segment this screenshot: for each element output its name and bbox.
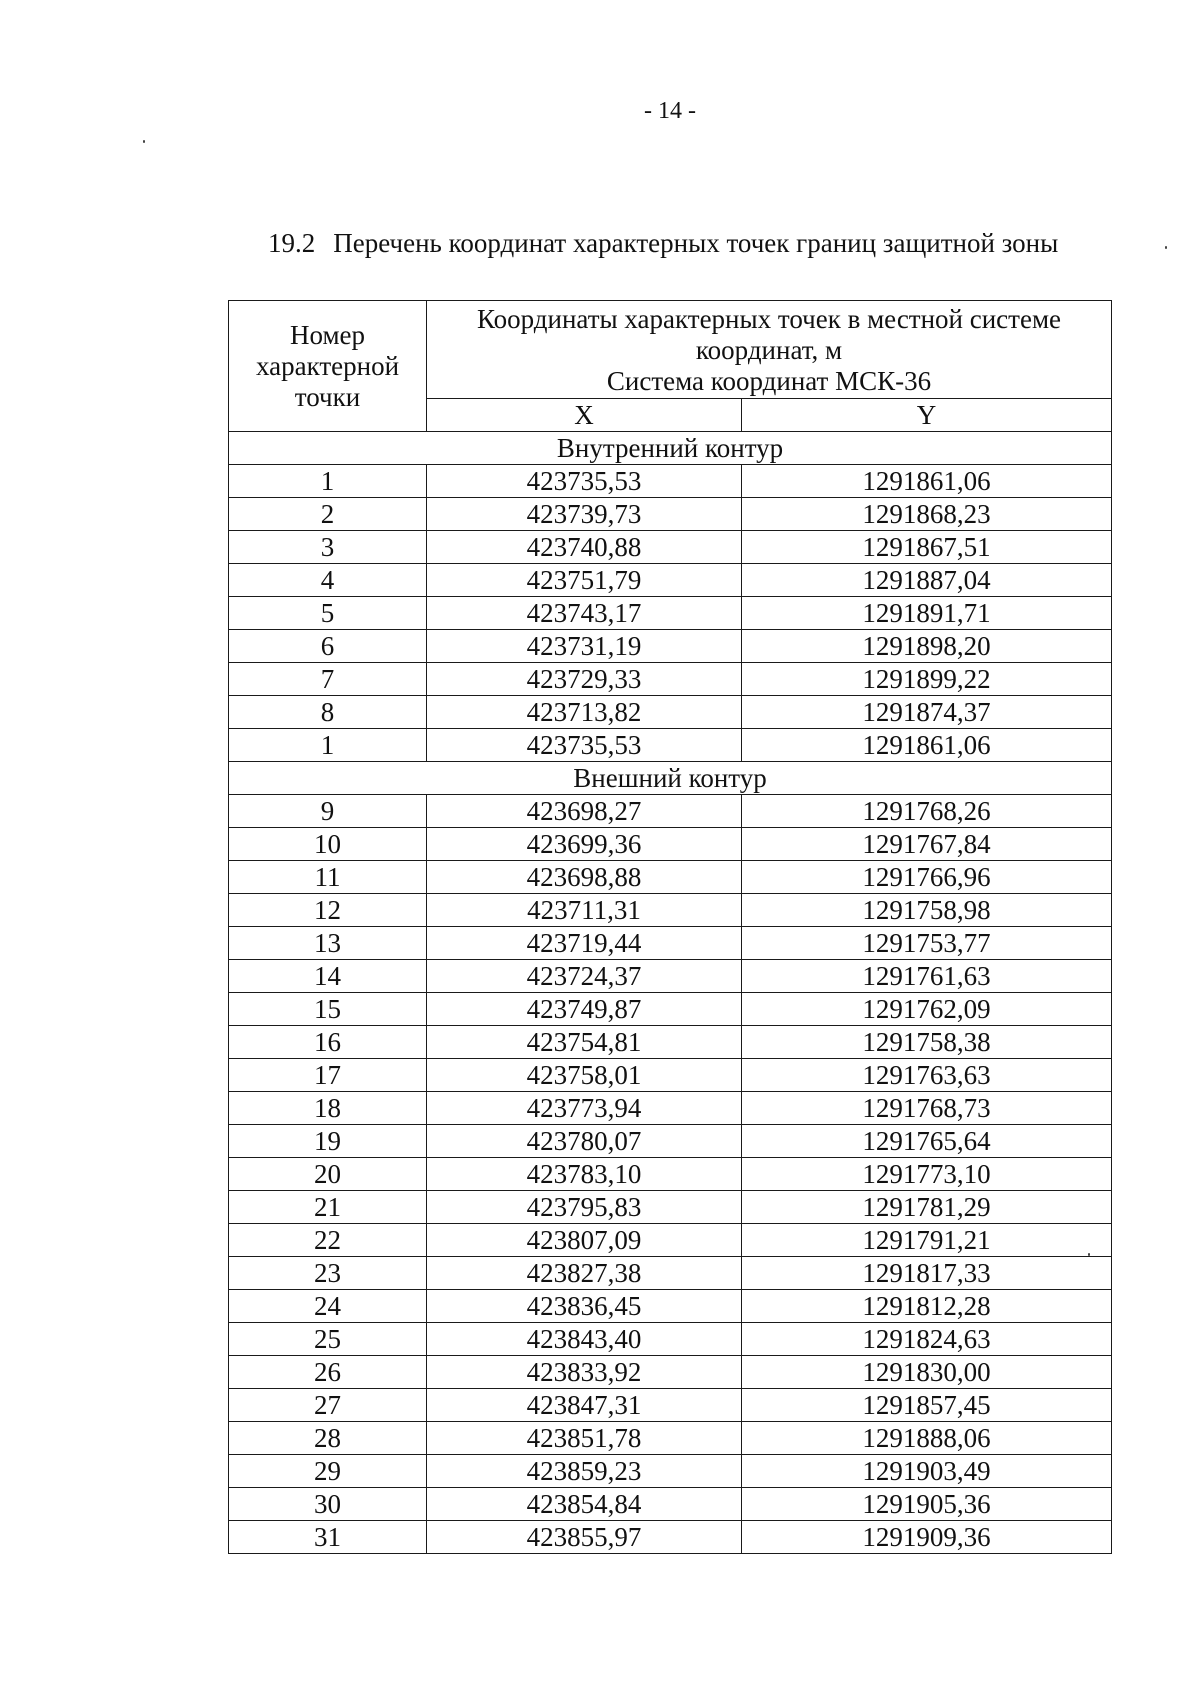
- point-number-cell: 26: [229, 1356, 427, 1389]
- y-coordinate-cell: 1291888,06: [742, 1422, 1112, 1455]
- x-coordinate-cell: 423724,37: [427, 960, 742, 993]
- y-coordinate-cell: 1291753,77: [742, 927, 1112, 960]
- x-coordinate-cell: 423711,31: [427, 894, 742, 927]
- point-number-cell: 6: [229, 630, 427, 663]
- table-row: [229, 696, 1112, 729]
- table-row: [229, 1092, 1112, 1125]
- x-coordinate-cell: 423854,84: [427, 1488, 742, 1521]
- point-number-cell: 2: [229, 498, 427, 531]
- y-coordinate-cell: 1291887,04: [742, 564, 1112, 597]
- x-coordinate-cell: 423713,82: [427, 696, 742, 729]
- y-coordinate-cell: 1291766,96: [742, 861, 1112, 894]
- y-coordinate-cell: 1291824,63: [742, 1323, 1112, 1356]
- y-coordinate-cell: 1291903,49: [742, 1455, 1112, 1488]
- x-coordinate-cell: 423783,10: [427, 1158, 742, 1191]
- table-row: [229, 1455, 1112, 1488]
- x-coordinate-cell: 423807,09: [427, 1224, 742, 1257]
- x-coordinate-cell: 423743,17: [427, 597, 742, 630]
- group-label: Внутренний контур: [229, 432, 1112, 465]
- table-row: [229, 597, 1112, 630]
- x-coordinate-cell: 423836,45: [427, 1290, 742, 1323]
- y-coordinate-cell: 1291867,51: [742, 531, 1112, 564]
- table-row: [229, 1158, 1112, 1191]
- point-number-cell: 22: [229, 1224, 427, 1257]
- table-row: [229, 1059, 1112, 1092]
- x-coordinate-cell: 423827,38: [427, 1257, 742, 1290]
- table-row: [229, 1191, 1112, 1224]
- table-body: [229, 432, 1112, 1554]
- table-row: [229, 993, 1112, 1026]
- y-coordinate-cell: 1291817,33: [742, 1257, 1112, 1290]
- y-coordinate-cell: 1291899,22: [742, 663, 1112, 696]
- point-number-cell: 7: [229, 663, 427, 696]
- y-column-header: Y: [742, 399, 1112, 432]
- point-number-header: Номер характерной точки: [229, 301, 427, 432]
- point-number-cell: 19: [229, 1125, 427, 1158]
- x-coordinate-cell: 423795,83: [427, 1191, 742, 1224]
- point-number-cell: 25: [229, 1323, 427, 1356]
- table-row: [229, 960, 1112, 993]
- table-row: [229, 1224, 1112, 1257]
- y-coordinate-cell: 1291758,38: [742, 1026, 1112, 1059]
- x-coordinate-cell: 423719,44: [427, 927, 742, 960]
- x-coordinate-cell: 423773,94: [427, 1092, 742, 1125]
- table-row: [229, 663, 1112, 696]
- point-number-cell: 1: [229, 465, 427, 498]
- point-number-cell: 12: [229, 894, 427, 927]
- point-number-cell: 31: [229, 1521, 427, 1554]
- y-coordinate-cell: 1291874,37: [742, 696, 1112, 729]
- y-coordinate-cell: 1291765,64: [742, 1125, 1112, 1158]
- point-number-cell: 21: [229, 1191, 427, 1224]
- x-coordinate-cell: 423698,88: [427, 861, 742, 894]
- x-coordinate-cell: 423833,92: [427, 1356, 742, 1389]
- y-coordinate-cell: 1291762,09: [742, 993, 1112, 1026]
- point-number-cell: 4: [229, 564, 427, 597]
- point-number-cell: 16: [229, 1026, 427, 1059]
- y-coordinate-cell: 1291868,23: [742, 498, 1112, 531]
- section-title-text: Перечень координат характерных точек границ защитной зоны: [333, 228, 1059, 258]
- table-row: [229, 1125, 1112, 1158]
- y-coordinate-cell: 1291758,98: [742, 894, 1112, 927]
- page-number: - 14 -: [644, 98, 696, 124]
- table-row: [229, 465, 1112, 498]
- point-number-cell: 1: [229, 729, 427, 762]
- x-coordinate-cell: 423751,79: [427, 564, 742, 597]
- point-number-cell: 23: [229, 1257, 427, 1290]
- table-row: [229, 927, 1112, 960]
- x-coordinate-cell: 423749,87: [427, 993, 742, 1026]
- x-coordinate-cell: 423731,19: [427, 630, 742, 663]
- coordinates-header: Координаты характерных точек в местной системе координат, м Система координат МСК-36: [427, 301, 1112, 399]
- table-row: [229, 1521, 1112, 1554]
- y-coordinate-cell: 1291812,28: [742, 1290, 1112, 1323]
- group-row: [229, 762, 1112, 795]
- section-number: 19.2: [268, 228, 316, 258]
- table-row: [229, 1389, 1112, 1422]
- table-row: [229, 1422, 1112, 1455]
- x-coordinate-cell: 423735,53: [427, 729, 742, 762]
- group-label: Внешний контур: [229, 762, 1112, 795]
- coordinates-table: [228, 300, 1112, 1554]
- table-row: [229, 1323, 1112, 1356]
- y-coordinate-cell: 1291768,73: [742, 1092, 1112, 1125]
- point-number-cell: 17: [229, 1059, 427, 1092]
- scan-speck: [143, 140, 145, 143]
- x-coordinate-cell: 423740,88: [427, 531, 742, 564]
- y-coordinate-cell: 1291905,36: [742, 1488, 1112, 1521]
- table-row: [229, 1488, 1112, 1521]
- table-row: [229, 1257, 1112, 1290]
- point-number-cell: 15: [229, 993, 427, 1026]
- y-coordinate-cell: 1291861,06: [742, 729, 1112, 762]
- table-row: [229, 630, 1112, 663]
- y-coordinate-cell: 1291767,84: [742, 828, 1112, 861]
- x-coordinate-cell: 423859,23: [427, 1455, 742, 1488]
- x-coordinate-cell: 423780,07: [427, 1125, 742, 1158]
- y-coordinate-cell: 1291891,71: [742, 597, 1112, 630]
- point-number-cell: 29: [229, 1455, 427, 1488]
- point-number-cell: 27: [229, 1389, 427, 1422]
- table-row: [229, 498, 1112, 531]
- table-row: [229, 729, 1112, 762]
- table-row: [229, 1026, 1112, 1059]
- table-row: [229, 894, 1112, 927]
- x-coordinate-cell: 423843,40: [427, 1323, 742, 1356]
- point-number-cell: 18: [229, 1092, 427, 1125]
- table-row: [229, 828, 1112, 861]
- x-coordinate-cell: 423851,78: [427, 1422, 742, 1455]
- x-coordinate-cell: 423729,33: [427, 663, 742, 696]
- table-header: [229, 301, 1112, 432]
- point-number-cell: 5: [229, 597, 427, 630]
- y-coordinate-cell: 1291773,10: [742, 1158, 1112, 1191]
- group-row: [229, 432, 1112, 465]
- point-number-cell: 24: [229, 1290, 427, 1323]
- y-coordinate-cell: 1291830,00: [742, 1356, 1112, 1389]
- section-title: [268, 228, 1058, 259]
- point-number-cell: 30: [229, 1488, 427, 1521]
- y-coordinate-cell: 1291861,06: [742, 465, 1112, 498]
- y-coordinate-cell: 1291909,36: [742, 1521, 1112, 1554]
- point-number-cell: 8: [229, 696, 427, 729]
- table-row: [229, 861, 1112, 894]
- y-coordinate-cell: 1291791,21: [742, 1224, 1112, 1257]
- x-coordinate-cell: 423758,01: [427, 1059, 742, 1092]
- scan-speck: [1165, 246, 1167, 249]
- point-number-cell: 11: [229, 861, 427, 894]
- point-number-cell: 28: [229, 1422, 427, 1455]
- y-coordinate-cell: 1291768,26: [742, 795, 1112, 828]
- y-coordinate-cell: 1291763,63: [742, 1059, 1112, 1092]
- x-column-header: X: [427, 399, 742, 432]
- point-number-cell: 10: [229, 828, 427, 861]
- x-coordinate-cell: 423739,73: [427, 498, 742, 531]
- table-row: [229, 531, 1112, 564]
- table-row: [229, 1290, 1112, 1323]
- table-row: [229, 1356, 1112, 1389]
- y-coordinate-cell: 1291781,29: [742, 1191, 1112, 1224]
- point-number-cell: 9: [229, 795, 427, 828]
- y-coordinate-cell: 1291761,63: [742, 960, 1112, 993]
- x-coordinate-cell: 423847,31: [427, 1389, 742, 1422]
- point-number-cell: 3: [229, 531, 427, 564]
- y-coordinate-cell: 1291898,20: [742, 630, 1112, 663]
- table-row: [229, 564, 1112, 597]
- x-coordinate-cell: 423754,81: [427, 1026, 742, 1059]
- x-coordinate-cell: 423735,53: [427, 465, 742, 498]
- point-number-cell: 14: [229, 960, 427, 993]
- x-coordinate-cell: 423699,36: [427, 828, 742, 861]
- x-coordinate-cell: 423698,27: [427, 795, 742, 828]
- point-number-cell: 13: [229, 927, 427, 960]
- point-number-cell: 20: [229, 1158, 427, 1191]
- y-coordinate-cell: 1291857,45: [742, 1389, 1112, 1422]
- x-coordinate-cell: 423855,97: [427, 1521, 742, 1554]
- table-row: [229, 795, 1112, 828]
